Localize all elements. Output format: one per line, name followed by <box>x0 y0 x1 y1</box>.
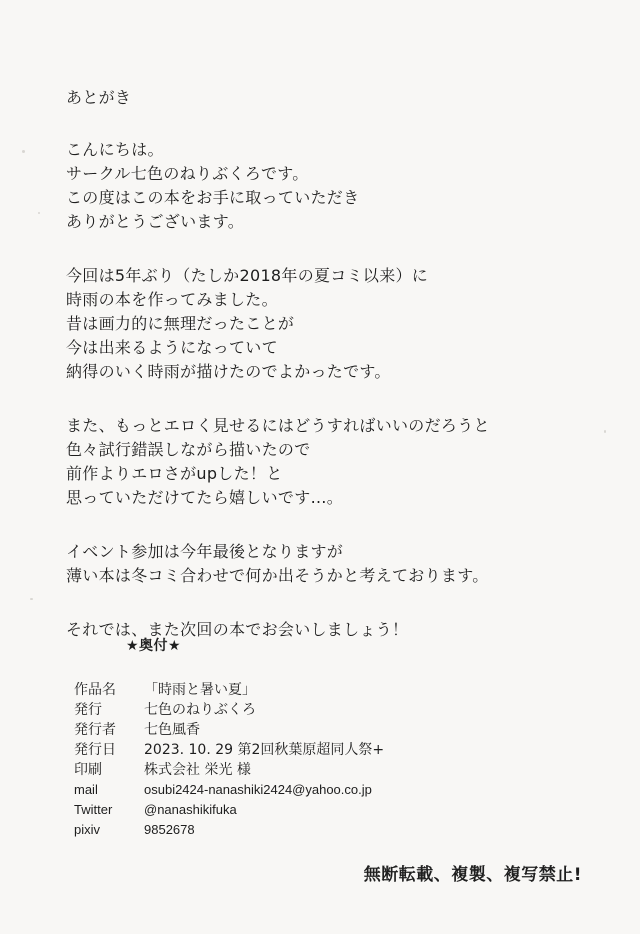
colophon-row-issuer <box>74 720 474 740</box>
paragraph-this-time <box>66 264 606 384</box>
paragraph-events <box>66 540 606 588</box>
text-line: 今は出来るようになっていて <box>66 338 278 357</box>
colophon-value: 「時雨と暑い夏」 <box>144 682 256 698</box>
colophon-value: 株式会社 栄光 様 <box>144 762 251 778</box>
colophon-value: @nanashikifuka <box>144 802 237 817</box>
colophon-value: osubi2424-nanashiki2424@yahoo.co.jp <box>144 782 372 797</box>
colophon-value: 2023. 10. 29 第2回秋葉原超同人祭+ <box>144 742 385 758</box>
colophon-title: ★奥付★ <box>126 638 182 654</box>
afterword-text <box>66 86 606 642</box>
text-line: 時雨の本を作ってみました。 <box>66 290 278 309</box>
colophon-value: 9852678 <box>144 822 195 837</box>
text-line: 今回は5年ぶり（たしか2018年の夏コミ以来）に <box>66 266 429 285</box>
text-line: ありがとうございます。 <box>66 212 245 231</box>
colophon-row-printer <box>74 760 474 780</box>
text-line: こんにちは。 <box>66 140 164 159</box>
text-line: 色々試行錯誤しながら描いたので <box>66 440 311 459</box>
colophon-row-pixiv <box>74 820 474 840</box>
colophon-table <box>74 680 474 840</box>
text-line: 昔は画力的に無理だったことが <box>66 314 295 333</box>
text-line: また、もっとエロく見せるにはどうすればいいのだろうと <box>66 416 490 435</box>
colophon-row-date <box>74 740 474 760</box>
text-line: この度はこの本をお手に取っていただき <box>66 188 360 207</box>
text-line: 納得のいく時雨が描けたのでよかったです。 <box>66 362 391 381</box>
colophon-label: 発行者 <box>74 722 116 738</box>
colophon-row-mail <box>74 780 474 800</box>
colophon-label: 印刷 <box>74 762 102 778</box>
colophon-value: 七色のねりぶくろ <box>144 702 256 718</box>
afterword-heading: あとがき <box>66 88 132 107</box>
colophon-label: Twitter <box>74 802 113 817</box>
text-line: 思っていただけてたら嬉しいです…。 <box>66 488 344 507</box>
text-line: 薄い本は冬コミ合わせで何か出そうかと考えております。 <box>66 566 489 585</box>
copyright-notice: 無断転載、複製、複写禁止! <box>363 865 582 885</box>
colophon-label: 作品名 <box>74 682 116 698</box>
colophon-label: 発行日 <box>74 742 116 758</box>
text-line: それでは、また次回の本でお会いしましょう！ <box>66 620 409 639</box>
colophon-label: 発行 <box>74 702 102 718</box>
text-line: イベント参加は今年最後となりますが <box>66 542 344 561</box>
colophon-row-publisher <box>74 700 474 720</box>
colophon-label: pixiv <box>74 822 101 837</box>
colophon-value: 七色風香 <box>144 722 200 738</box>
text-line: 前作よりエロさがupした！と <box>66 464 283 483</box>
colophon-row-twitter <box>74 800 474 820</box>
paper-speck <box>30 598 33 600</box>
text-line: サークル七色のねりぶくろです。 <box>66 164 309 183</box>
paragraph-trial <box>66 414 606 510</box>
paper-speck <box>22 150 25 153</box>
paper-speck <box>38 212 40 214</box>
colophon-row-title <box>74 680 474 700</box>
paragraph-greeting <box>66 138 606 234</box>
colophon-label: mail <box>74 782 98 797</box>
